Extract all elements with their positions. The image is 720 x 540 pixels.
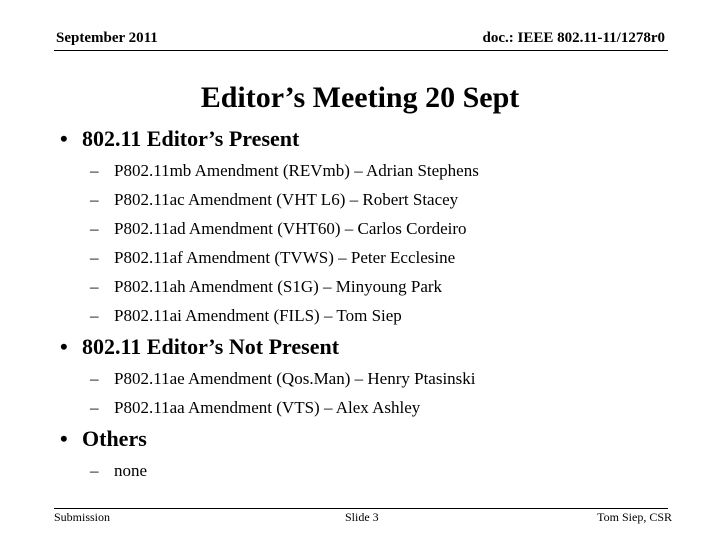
footer-slide-number: Slide 3 — [345, 510, 379, 524]
slide-title: Editor’s Meeting 20 Sept — [200, 81, 520, 114]
section-not-present-heading: • 802.11 Editor’s Not Present — [60, 334, 340, 359]
dash-icon: – — [90, 398, 99, 417]
list-item: – P802.11ad Amendment (VHT60) – Carlos Cordeiro — [90, 219, 467, 238]
bullet-icon: • — [60, 126, 68, 151]
dash-icon: – — [90, 369, 99, 388]
header-date: September 2011 — [56, 30, 158, 46]
list-item: – P802.11af Amendment (TVWS) – Peter Ecclesine — [90, 248, 456, 267]
section-others-heading: • Others — [60, 426, 147, 451]
bullet-icon: • — [60, 334, 68, 359]
list-item: – P802.11aa Amendment (VTS) – Alex Ashley — [90, 398, 421, 417]
dash-icon: – — [90, 219, 99, 238]
dash-icon: – — [90, 161, 99, 180]
dash-icon: – — [90, 248, 99, 267]
list-item: – P802.11mb Amendment (REVmb) – Adrian Stephens — [90, 161, 479, 180]
bullet-icon: • — [60, 426, 68, 451]
list-item: – P802.11ae Amendment (Qos.Man) – Henry Ptasinski — [90, 369, 476, 388]
footer-author: Tom Siep, CSR — [597, 510, 672, 524]
section-present-heading: • 802.11 Editor’s Present — [60, 126, 300, 151]
list-item: – P802.11ai Amendment (FILS) – Tom Siep — [90, 306, 402, 325]
dash-icon: – — [90, 461, 99, 480]
header-rule — [54, 50, 668, 51]
list-item: – P802.11ac Amendment (VHT L6) – Robert Stacey — [90, 190, 459, 209]
dash-icon: – — [90, 277, 99, 296]
list-item: – none — [90, 461, 148, 480]
header-doc-id: doc.: IEEE 802.11-11/1278r0 — [482, 30, 665, 46]
footer-rule — [54, 508, 668, 509]
list-item: – P802.11ah Amendment (S1G) – Minyoung Park — [90, 277, 443, 296]
dash-icon: – — [90, 306, 99, 325]
footer-submission: Submission — [54, 510, 111, 524]
dash-icon: – — [90, 190, 99, 209]
